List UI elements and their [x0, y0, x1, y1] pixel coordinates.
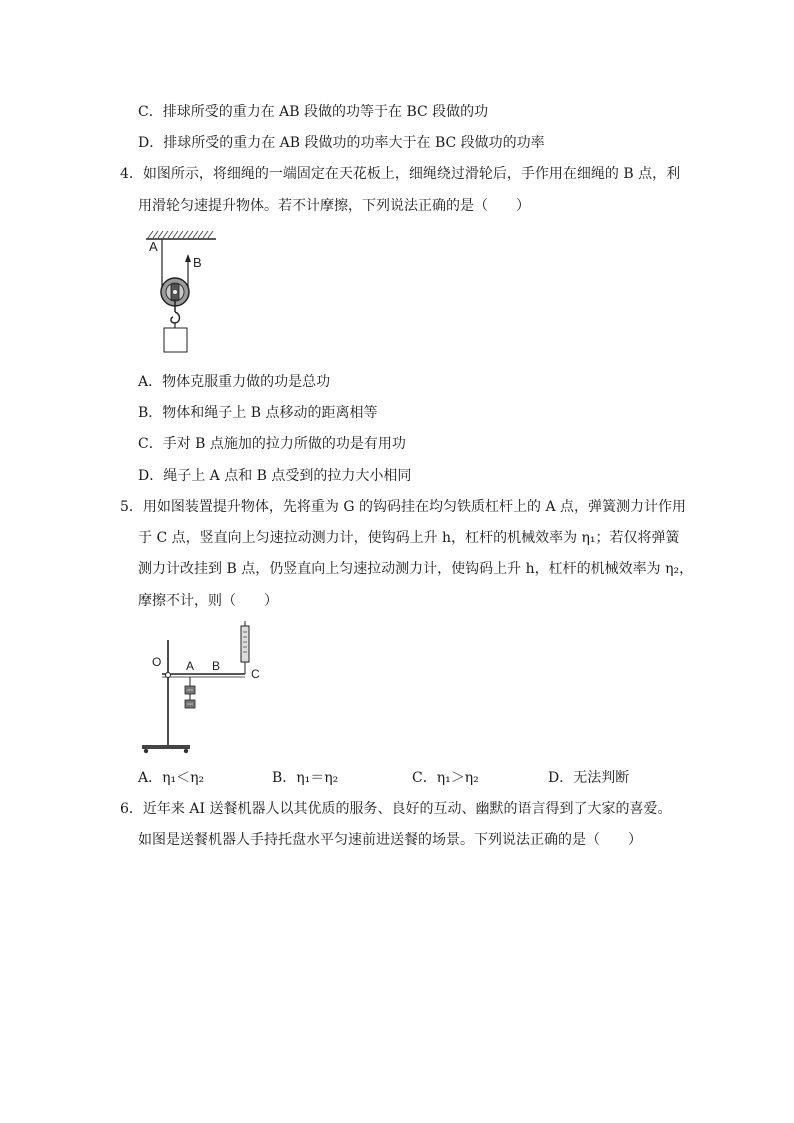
q5-option-b: B．η₁＝η₂	[272, 770, 339, 786]
lever-label-b: B	[212, 659, 221, 673]
q3-option-c: C．排球所受的重力在 AB 段做的功等于在 BC 段做的功	[138, 104, 489, 120]
q6-stem-line1: 6．近年来 AI 送餐机器人以其优质的服务、良好的互动、幽默的语言得到了大家的喜爱。	[120, 801, 672, 817]
lever-label-o: O	[152, 655, 162, 669]
q4-option-c: C．手对 B 点施加的拉力所做的功是有用功	[138, 436, 406, 452]
q5-stem-line2: 于 C 点，竖直向上匀速拉动测力计，使钩码上升 h，杠杆的机械效率为 η₁；若仅将弹簧	[138, 530, 680, 546]
q3-option-d: D．排球所受的重力在 AB 段做功的功率大于在 BC 段做功的功率	[138, 135, 545, 151]
q4-option-a: A．物体克服重力做的功是总功	[138, 374, 331, 390]
q4-option-b: B．物体和绳子上 B 点移动的距离相等	[138, 405, 378, 421]
q5-option-d: D．无法判断	[548, 770, 630, 786]
q6-stem-line2: 如图是送餐机器人手持托盘水平匀速前进送餐的场景。下列说法正确的是（ ）	[138, 832, 642, 848]
lever-figure	[140, 620, 270, 755]
q5-stem-line1: 5．用如图装置提升物体，先将重为 G 的钩码挂在均匀铁质杠杆上的 A 点，弹簧测力计作用	[120, 499, 686, 515]
lever-label-c: C	[251, 667, 260, 681]
q4-stem-line1: 4．如图所示，将细绳的一端固定在天花板上，细绳绕过滑轮后，手作用在细绳的 B 点，利	[120, 166, 681, 182]
pulley-label-b: B	[193, 255, 202, 270]
pulley-label-a: A	[149, 239, 158, 254]
lever-label-a: A	[186, 659, 195, 673]
q5-option-a: A．η₁＜η₂	[138, 770, 205, 786]
q5-stem-line3: 测力计改挂到 B 点，仍竖直向上匀速拉动测力计，使钩码上升 h，杠杆的机械效率为 η₂，	[138, 561, 694, 577]
q5-stem-line4: 摩擦不计，则（ ）	[138, 593, 278, 609]
q5-option-c: C．η₁＞η₂	[412, 770, 479, 786]
q4-option-d: D．绳子上 A 点和 B 点受到的拉力大小相同	[138, 468, 412, 484]
q4-stem-line2: 用滑轮匀速提升物体。若不计摩擦，下列说法正确的是（ ）	[138, 198, 530, 214]
pulley-figure	[140, 228, 220, 358]
